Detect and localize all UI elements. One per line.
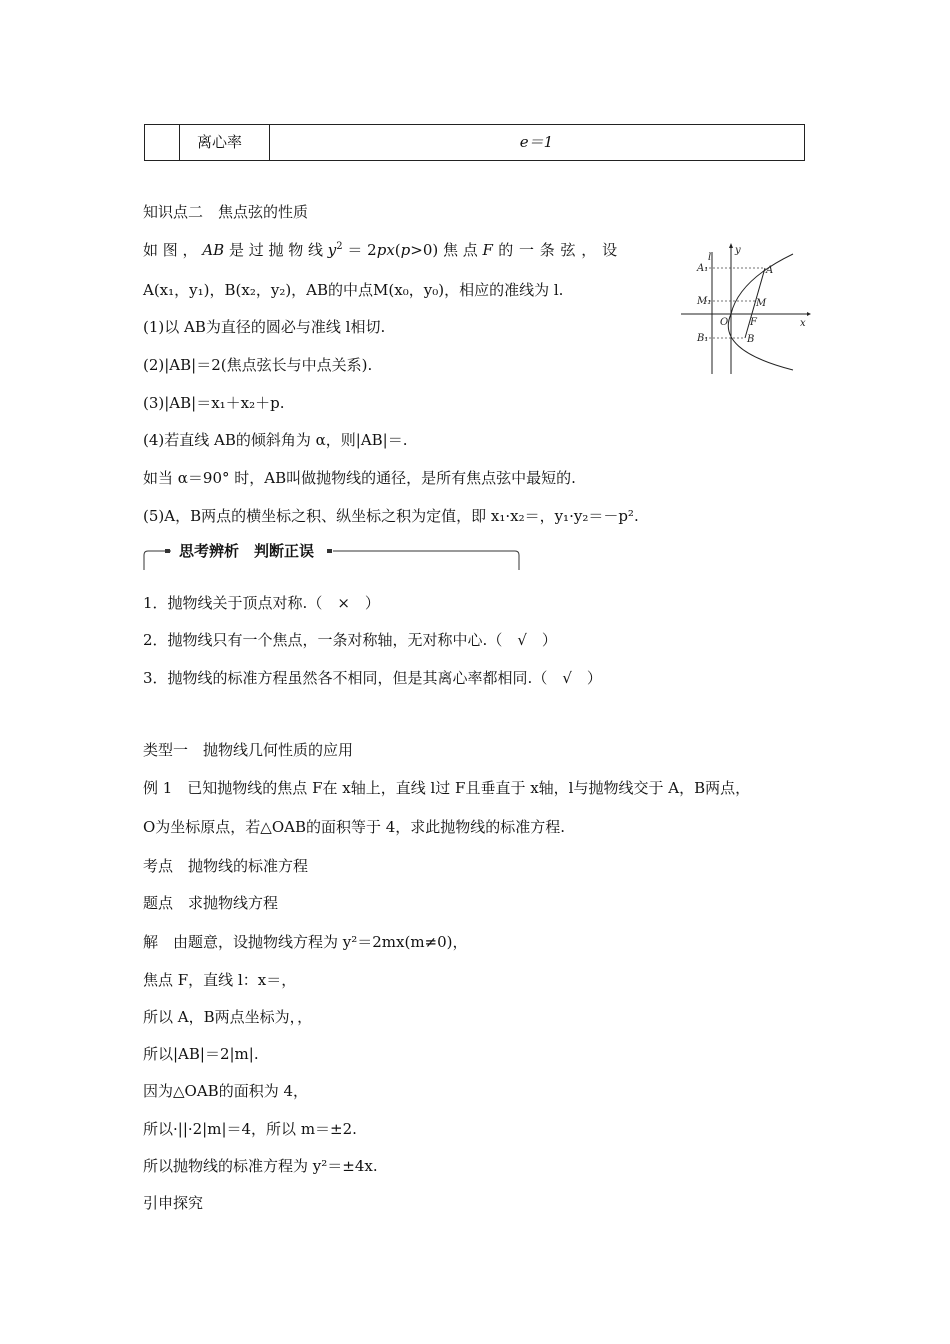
judgment-item: 1．抛物线关于顶点对称.（ × ） <box>143 594 380 612</box>
intro-part: 如 图 ， <box>143 241 203 259</box>
section2-intro: 如 图 ， AB 是 过 抛 物 线 $y^2 = 2px(p>0)$ 焦 点 F 的 一 条 弦 ， 设 <box>143 241 618 259</box>
label-B: B <box>747 334 755 345</box>
intro-part: 的 一 条 弦 ， 设 <box>492 241 618 259</box>
solution-line: 因为△OAB的面积为 4， <box>143 1082 309 1100</box>
intro-part: y <box>327 241 337 259</box>
label-y: y <box>735 245 741 256</box>
table-value: e＝1 <box>519 133 554 151</box>
solution-line: 焦点 F，直线 l：x＝， <box>143 971 297 989</box>
x-axis-arrow <box>807 312 811 316</box>
property-3: (3)|AB|＝x₁＋x₂＋p. <box>143 394 285 412</box>
section2-line2: A(x₁，y₁)，B(x₂，y₂)，AB的中点M(x₀，y₀)，相应的准线为 l. <box>143 281 564 299</box>
eccentricity-table <box>144 124 805 161</box>
intro-part: p <box>400 241 411 259</box>
parabola-curve <box>728 254 793 370</box>
type1-heading: 类型一 抛物线几何性质的应用 <box>143 741 354 759</box>
label-A1: A₁ <box>697 263 709 274</box>
solution-line: 所以|AB|＝2|m|. <box>143 1045 259 1063</box>
intro-part: ＝ 2 <box>342 241 377 259</box>
label-x: x <box>800 318 806 329</box>
table-label-cell <box>179 125 270 160</box>
intro-part: >0) 焦 点 <box>410 241 483 259</box>
table-value-cell <box>269 125 804 160</box>
property-5: (5)A，B两点的横坐标之积、纵坐标之积为定值，即 x₁·x₂＝，y₁·y₂＝－p². <box>143 507 639 525</box>
property-2: (2)|AB|＝2(焦点弦长与中点关系). <box>143 356 373 374</box>
property-4-note: 如当 α＝90° 时，AB叫做抛物线的通径，是所有焦点弦中最短的. <box>143 469 576 487</box>
kaodian: 考点 抛物线的标准方程 <box>143 857 309 875</box>
intro-part: AB <box>202 241 225 259</box>
tidian: 题点 求抛物线方程 <box>143 894 279 912</box>
solution-line: 所以·||·2|m|＝4，所以 m＝±2. <box>143 1120 357 1138</box>
example-line-2: O为坐标原点，若△OAB的面积等于 4，求此抛物线的标准方程. <box>143 818 566 836</box>
intro-part: 是 过 抛 物 线 <box>224 241 328 259</box>
property-4: (4)若直线 AB的倾斜角为 α，则|AB|＝. <box>143 431 408 449</box>
judgment-item: 2．抛物线只有一个焦点，一条对称轴，无对称中心.（ √ ） <box>143 631 557 649</box>
table-row-label: 离心率 <box>197 133 243 151</box>
y-axis-arrow <box>729 243 733 248</box>
solution-line: 解 由题意，设抛物线方程为 y²＝2mx(m≠0)， <box>143 933 468 951</box>
parabola-diagram <box>675 240 815 376</box>
intro-part: ( <box>394 241 401 259</box>
solution-line: 所以抛物线的标准方程为 y²＝±4x. <box>143 1157 378 1175</box>
solution-line: 所以 A，B两点坐标为，， <box>143 1008 313 1026</box>
label-B1: B₁ <box>697 333 709 344</box>
judgment-item: 3．抛物线的标准方程虽然各不相同，但是其离心率都相同.（ √ ） <box>143 669 602 687</box>
intro-part: F <box>482 241 493 259</box>
section-banner <box>143 541 521 571</box>
label-M: M <box>756 298 767 309</box>
table-empty-cell <box>145 125 180 160</box>
label-A: A <box>766 265 774 276</box>
intro-part: px <box>376 241 395 259</box>
example-line-1: 例 1 已知抛物线的焦点 F在 x轴上，直线 l过 F且垂直于 x轴，l与抛物线交于 A，B两点， <box>143 779 751 797</box>
label-F: F <box>750 317 757 328</box>
extension-heading: 引申探究 <box>143 1194 204 1212</box>
section2-heading: 知识点二 焦点弦的性质 <box>143 203 309 221</box>
label-O: O <box>720 317 729 328</box>
property-1: (1)以 AB为直径的圆必与准线 l相切. <box>143 318 386 336</box>
label-M1: M₁ <box>697 296 712 307</box>
label-l: l <box>708 252 712 263</box>
banner-title: 思考辨析 判断正误 <box>175 541 318 561</box>
